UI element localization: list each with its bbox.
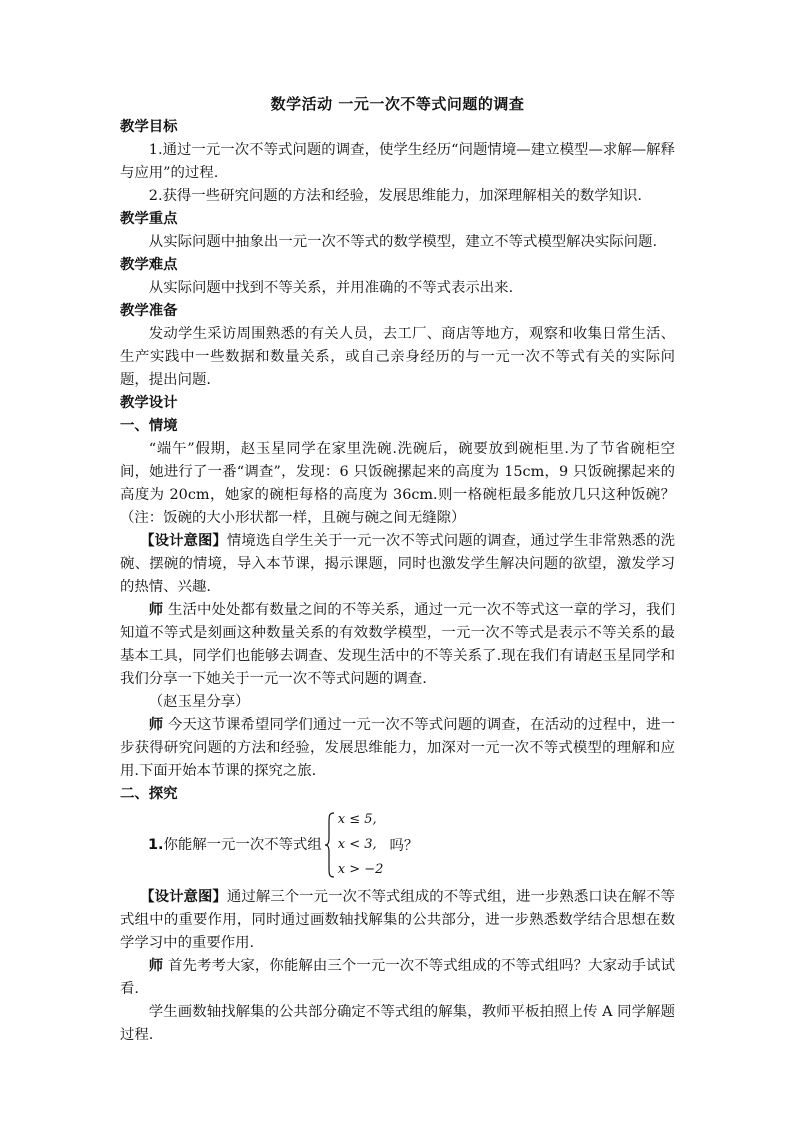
share-note: （赵玉星分享） [148, 694, 250, 710]
heading-key-points: 教学重点 [120, 211, 178, 227]
teacher-remark-text: 生活中处处都有数量之间的不等关系，通过一元一次不等式这一章的学习，我们知道不等式是刻画这种数量关系的有效数学模型，一元一次不等式是表示不等关系的最基本工具，同学们也能够去调查、发现生活中的不等关系了.现在我们有请赵玉星同学和我们分享一下她关于一元一次不等式问题的调查. [120, 602, 675, 687]
student-activity: 学生画数轴找解集的公共部分确定不等式组的解集，教师平板拍照上传 A 同学解题过程. [120, 1004, 675, 1043]
question-1-label [148, 834, 322, 857]
teacher-label: 师 [148, 717, 164, 733]
document-body [120, 93, 675, 1047]
heading-preparation: 教学准备 [120, 303, 178, 319]
teacher-remark-text: 首先考考大家，你能解由三个一元一次不等式组成的不等式组吗？大家动手试试看. [120, 958, 675, 997]
question-text: 你能解一元一次不等式组 [163, 836, 322, 853]
inequality-line-2: x < 3, [337, 837, 377, 852]
teacher-remark-text: 今天这节课希望同学们通过一元一次不等式问题的调查，在活动的过程中，进一步获得研究问题的方法和经验，发展思维能力，加深对一元一次不等式模型的理解和应用.下面开始本节课的探究之旅. [120, 717, 675, 779]
design-intent-text: 情境选自学生关于一元一次不等式问题的调查，通过学生非常熟悉的洗碗、摆碗的情境，导入本节课，揭示课题，同时也激发学生解决问题的欲望，激发学习的热情、兴趣. [120, 533, 675, 595]
difficulties-text: 从实际问题中找到不等关系，并用准确的不等式表示出来. [148, 280, 514, 296]
question-tail: 吗？ [389, 837, 419, 854]
design-intent-label: 【设计意图】 [140, 533, 227, 549]
scenario-text: “端午”假期，赵玉星同学在家里洗碗.洗碗后，碗要放到碗柜里.为了节省碗柜空间，她进行了一番“调查”，发现：6 只饭碗摞起来的高度为 15cm，9 只饭碗摞起来的高度为 20cm，她家的碗柜每格的高度为 36cm.则一格碗柜最多能放几只这种饭碗？（注：饭碗的大小形状都一样，且碗与碗之间无缝隙） [120, 441, 675, 526]
heading-goals: 教学目标 [120, 119, 178, 135]
teacher-label: 师 [148, 602, 164, 618]
goal-item-2: 2.获得一些研究问题的方法和经验，发展思维能力，加深理解相关的数学知识. [148, 188, 642, 204]
heading-design: 教学设计 [120, 395, 178, 411]
heading-difficulties: 教学难点 [120, 257, 178, 273]
inequality-system [324, 812, 384, 878]
preparation-text: 发动学生采访周围熟悉的有关人员，去工厂、商店等地方，观察和收集日常生活、生产实践中一些数据和数量关系，或自己亲身经历的与一元一次不等式有关的实际问题，提出问题. [120, 326, 675, 388]
teacher-remark-2 [120, 714, 675, 783]
inequality-line-1: x ≤ 5, [337, 812, 377, 827]
design-intent-2 [120, 886, 675, 955]
teacher-remark-3 [120, 955, 675, 1001]
key-points-text: 从实际问题中抽象出一元一次不等式的数学模型，建立不等式模型解决实际问题. [148, 234, 658, 250]
left-brace-icon [324, 812, 336, 878]
page-title: 数学活动 一元一次不等式问题的调查 [270, 95, 525, 113]
design-intent-text: 通过解三个一元一次不等式组成的不等式组，进一步熟悉口诀在解不等式组中的重要作用，同时通过画数轴找解集的公共部分，进一步熟悉数学结合思想在数学学习中的重要作用. [120, 889, 675, 951]
teacher-remark-1 [120, 599, 675, 691]
inequality-lines [338, 812, 384, 878]
design-intent-label: 【设计意图】 [140, 889, 227, 905]
inequality-line-3: x > −2 [337, 862, 384, 877]
heading-scenario: 一、情境 [120, 418, 178, 434]
question-number: 1. [148, 836, 164, 853]
question-1 [120, 810, 675, 880]
teacher-label: 师 [148, 958, 164, 974]
goal-item-1: 1.通过一元一次不等式问题的调查，使学生经历“问题情境—建立模型—求解—解释与应用”的过程. [120, 142, 675, 181]
heading-explore: 二、探究 [120, 786, 178, 802]
design-intent-1 [120, 530, 675, 599]
